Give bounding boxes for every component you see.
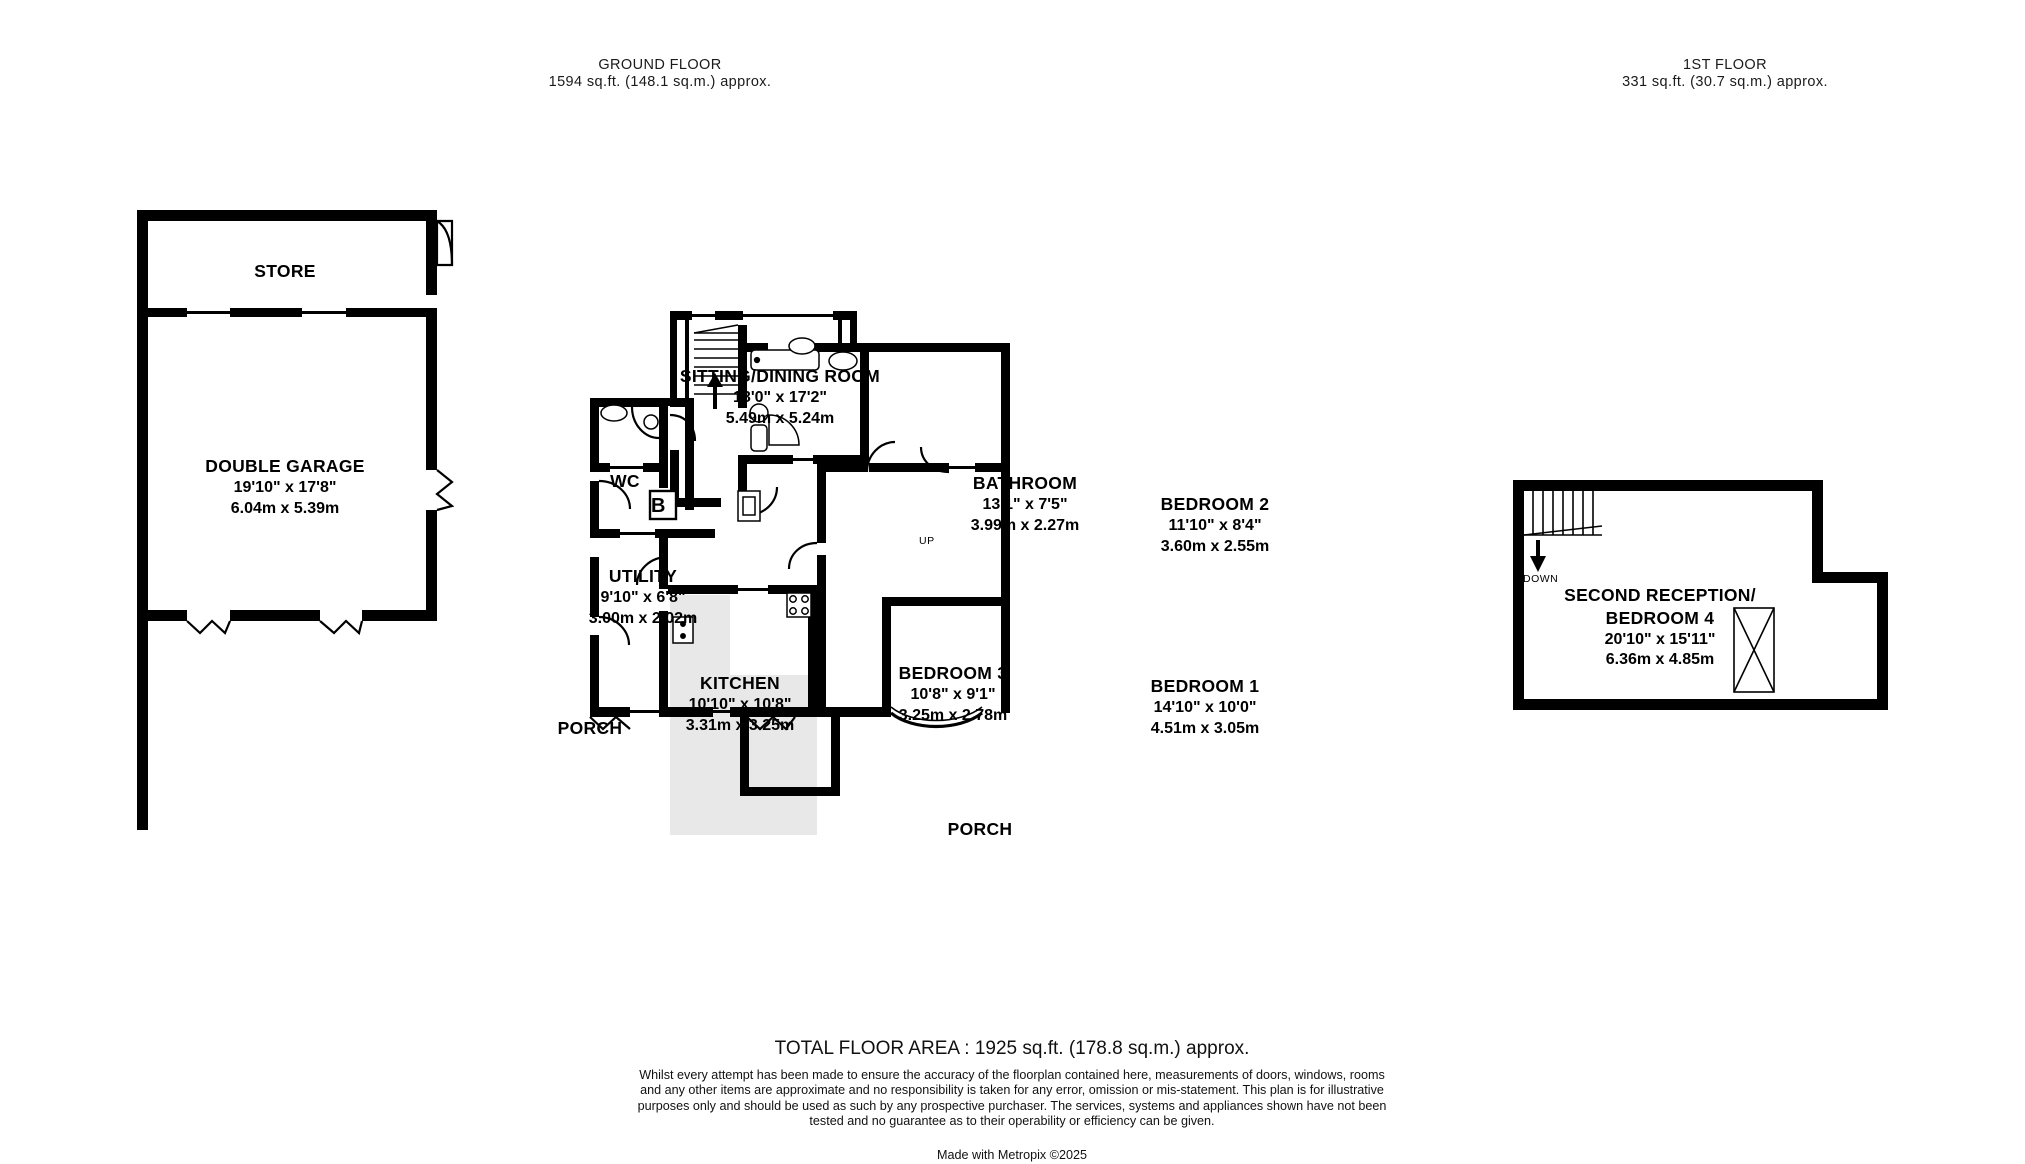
room-label-bedroom-2: BEDROOM 2 11'10" x 8'4" 3.60m x 2.55m: [1160, 494, 1270, 555]
first-floor-area: 331 sq.ft. (30.7 sq.m.) approx.: [1622, 74, 1828, 90]
room-label-bedroom-1: BEDROOM 1 14'10" x 10'0" 4.51m x 3.05m: [1150, 676, 1260, 737]
disclaimer-text: Whilst every attempt has been made to ensure the accuracy of the floorplan contained here, measurements of doors, windows, rooms and any other items are approximate and no responsibility is taken for any error, omission or mis-statement. This plan is for illustrative purposes only and should be used as such by any prospective purchaser. The services, systems and appliances shown have not been tested and no guarantee as to their operability or efficiency can be given.: [637, 1068, 1387, 1129]
ground-floor-area: 1594 sq.ft. (148.1 sq.m.) approx.: [548, 74, 772, 90]
made-with-label: Made with Metropix ©2025: [937, 1148, 1087, 1162]
garage-store-block: [100, 180, 500, 700]
room-label-wc: WC: [610, 471, 640, 491]
room-label-porch-bottom: PORCH: [947, 819, 1013, 839]
first-floor-title: 1ST FLOOR: [1683, 57, 1767, 73]
room-label-bedroom-3: BEDROOM 3 10'8" x 9'1" 3.25m x 2.78m: [898, 663, 1008, 724]
room-label-sitting-dining: SITTING/DINING ROOM 18'0" x 17'2" 5.49m x 5.24m: [679, 366, 881, 427]
total-floor-area: TOTAL FLOOR AREA : 1925 sq.ft. (178.8 sq.m.) approx.: [774, 1038, 1250, 1059]
room-label-porch-left: PORCH: [557, 718, 623, 738]
room-label-utility: UTILITY 9'10" x 6'8" 3.00m x 2.02m: [588, 566, 698, 627]
stairs-down-label: DOWN: [1523, 573, 1559, 585]
first-floor-heading: [1610, 57, 1840, 91]
room-label-double-garage: DOUBLE GARAGE 19'10" x 17'8" 6.04m x 5.39m: [205, 456, 365, 517]
stairs-up-label: UP: [919, 535, 935, 547]
room-label-bathroom: BATHROOM 13'1" x 7'5" 3.99m x 2.27m: [970, 473, 1080, 534]
ground-floor-title: GROUND FLOOR: [598, 57, 722, 73]
room-label-kitchen: KITCHEN 10'10" x 10'8" 3.31m x 3.25m: [685, 673, 795, 734]
room-label-second-reception: SECOND RECEPTION/ BEDROOM 4 20'10" x 15'11" 6.36m x 4.85m: [1564, 585, 1756, 669]
boiler-label: B: [651, 495, 666, 517]
room-label-store: STORE: [254, 261, 316, 281]
ground-floor-heading: [545, 57, 775, 91]
